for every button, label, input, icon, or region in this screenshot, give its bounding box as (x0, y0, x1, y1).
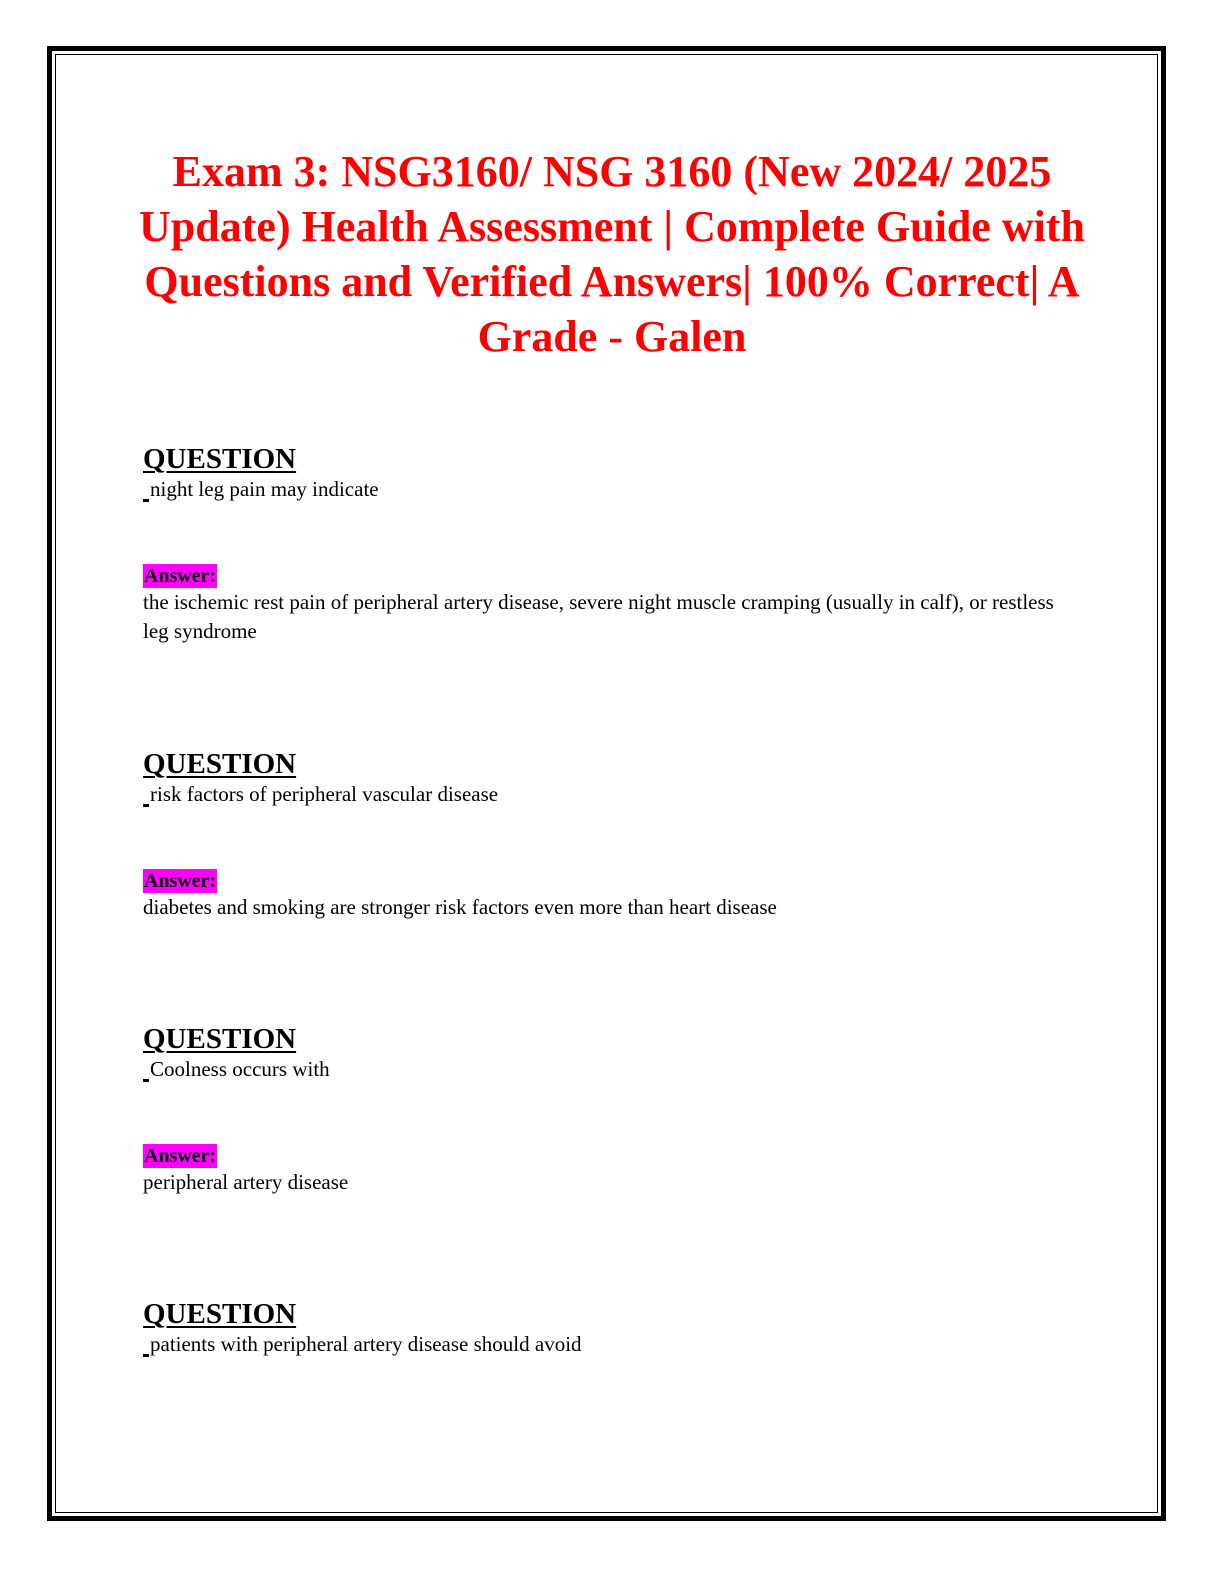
question-marker (143, 1354, 149, 1357)
question-heading: QUESTION (143, 443, 297, 475)
answer-label: Answer: (144, 870, 217, 892)
question-text-content: risk factors of peripheral vascular disease (150, 782, 499, 806)
answer-text: diabetes and smoking are stronger risk factors even more than heart disease (143, 895, 777, 919)
qa-block-3 (143, 1023, 1063, 1197)
question-text-content: night leg pain may indicate (150, 477, 379, 501)
question-marker (143, 499, 149, 502)
answer-label: Answer: (144, 565, 217, 587)
question-text-content: patients with peripheral artery disease should avoid (150, 1332, 582, 1356)
question-marker (143, 804, 149, 807)
qa-block-4 (143, 1298, 1063, 1358)
answer-text: the ischemic rest pain of peripheral artery disease, severe night muscle cramping (usually in calf), or restless leg syndrome (143, 590, 1054, 643)
question-heading: QUESTION (143, 1023, 297, 1055)
qa-block-2 (143, 748, 1063, 922)
question-text (143, 1330, 1063, 1358)
answer-text: peripheral artery disease (143, 1170, 349, 1194)
question-text (143, 1055, 1063, 1083)
question-marker (143, 1079, 149, 1082)
qa-block-1 (143, 443, 1063, 646)
document-title: Exam 3: NSG3160/ NSG 3160 (New 2024/ 2025 Update) Health Assessment | Complete Guide with Questions and Verified Answers| 100% Correct| A Grade - Galen (139, 147, 1085, 361)
question-text (143, 475, 1063, 503)
question-text (143, 780, 1063, 808)
question-heading: QUESTION (143, 1298, 297, 1330)
question-text-content: Coolness occurs with (150, 1057, 330, 1081)
answer-label: Answer: (144, 1145, 217, 1167)
question-heading: QUESTION (143, 748, 297, 780)
